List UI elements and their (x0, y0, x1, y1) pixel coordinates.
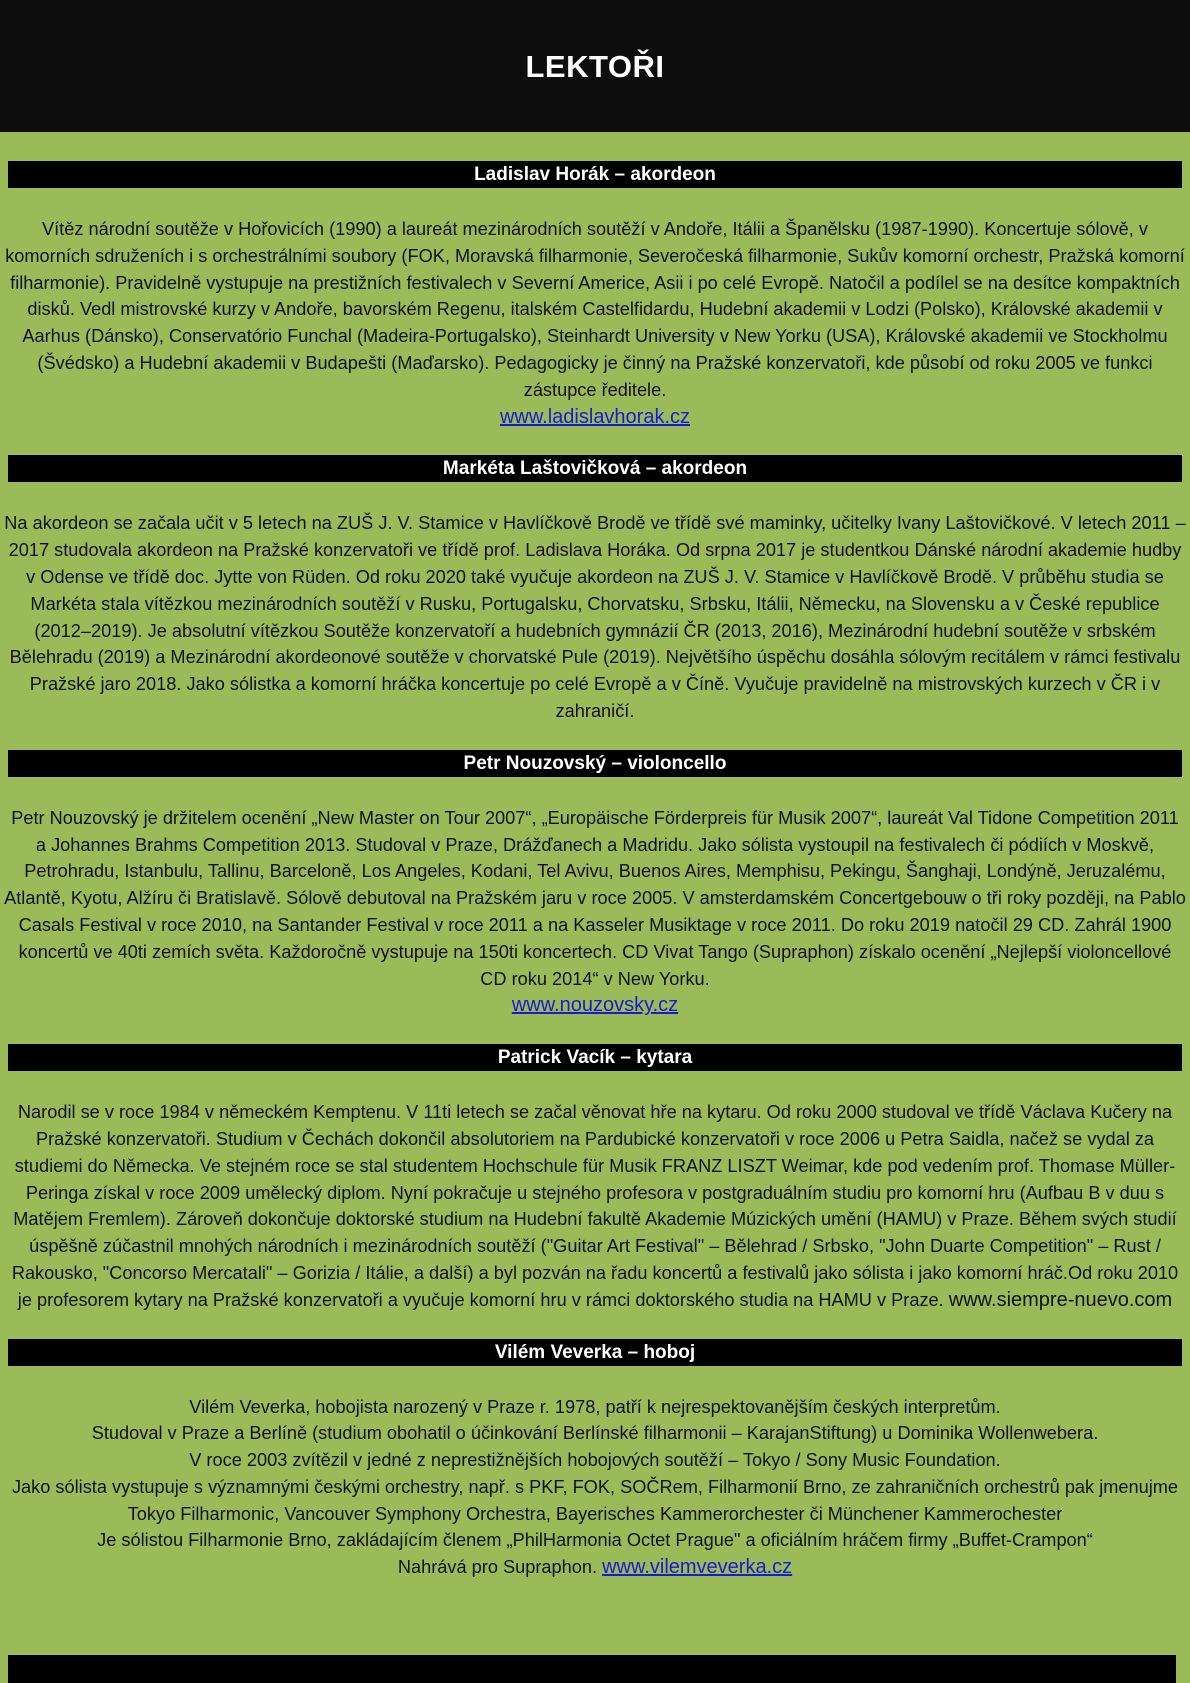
bio-line: Je sólistou Filharmonie Brno, zakládajícím členem „PhilHarmonia Octet Prague" a oficiálním hráčem firmy „Buffet-Crampon“ (97, 1530, 1093, 1551)
bio-line: Vilém Veverka, hobojista narozený v Praze r. 1978, patří k nejrespektovanějším českých interpretům. (189, 1396, 1001, 1417)
lecturer-list (0, 132, 1190, 1581)
footer-bar (8, 1655, 1176, 1683)
lecturer-heading: Patrick Vacík – kytara (8, 1044, 1182, 1071)
website-link[interactable]: www.ladislavhorak.cz (499, 405, 691, 428)
bio-paragraph: Petr Nouzovský je držitelem ocenění „New Master on Tour 2007“, „Europäische Förderpreis für Musik 2007“, laureát Val Tidone Competition 2011 a Johannes Brahms Competition 2013. Studoval v Praze, Drážďanech a Madridu. Jako sólista vystoupil na festivalech či pódiích v Moskvě, Petrohradu, Istanbulu, Tallinu, Barceloně, Los Angeles, Kodani, Tel Avivu, Buenos Aires, Memphisu, Pekingu, Šanghaji, Londýně, Jeruzalému, Atlantě, Kyotu, Alžíru či Bratislavě. Sólově debutoval na Pražském jaru v roce 2005. V amsterdamském Concertgebouw o tři roky později, na Pablo Casals Festival v roce 2010, na Santander Festival v roce 2011 a na Kasseler Musiktage v roce 2011. Do roku 2019 natočil 29 CD. Zahrál 1900 koncertů ve 40ti zemích světa. Každoročně vystupuje na 150ti koncertech. CD Vivat Tango (Supraphon) získalo ocenění „Nejlepší violoncellové CD roku 2014“ v New Yorku. (4, 807, 1186, 989)
lecturer-bio (0, 1071, 1190, 1313)
lecturer-section-veverka (0, 1339, 1190, 1582)
lecturer-heading: Ladislav Horák – akordeon (8, 161, 1182, 188)
bio-line: V roce 2003 zvítězil v jedné z neprestižnějších hobojových soutěží – Tokyo / Sony Music Foundation. (189, 1450, 1001, 1471)
lecturer-heading: Petr Nouzovský – violoncello (8, 750, 1182, 777)
bio-paragraph: Vítěz národní soutěže v Hořovicích (1990) a laureát mezinárodních soutěží v Andoře, Itálii a Španělsku (1987-1990). Koncertuje sólově, v komorních sdruženích i s orchestrálními soubory (FOK, Moravská filharmonie, Severočeská filharmonie, Sukův komorní orchestr, Pražská komorní filharmonie). Pravidelně vystupuje na prestižních festivalech v Severní Americe, Asii i po celé Evropě. Natočil a podílel se na desítce kompaktních disků. Vedl mistrovské kurzy v Andoře, bavorském Regenu, italském Castelfidardu, Hudební akademii v Lodzi (Polsko), Královské akademii v Aarhus (Dánsko), Conservatório Funchal (Madeira-Portugalsko), Steinhardt University v New Yorku (USA), Královské akademii ve Stockholmu (Švédsko) a Hudební akademii v Budapešti (Maďarsko). Pedagogicky je činný na Pražské konzervatoři, kde působí od roku 2005 ve funkci zástupce ředitele. (5, 219, 1185, 400)
website-link[interactable]: www.vilemveverka.cz (602, 1556, 793, 1579)
bio-paragraph (4, 1099, 1186, 1313)
bio-paragraph: Na akordeon se začala učit v 5 letech na ZUŠ J. V. Stamice v Havlíčkově Brodě ve třídě své maminky, učitelky Ivany Laštovičkové. V letech 2011 – 2017 studovala akordeon na Pražské konzervatoři ve třídě prof. Ladislava Horáka. Od srpna 2017 je studentkou Dánské národní akademie hudby v Odense ve třídě doc. Jytte von Rüden. Od roku 2020 také vyučuje akordeon na ZUŠ J. V. Stamice v Havlíčkově Brodě. V průběhu studia se Markéta stala vítězkou mezinárodních soutěží v Rusku, Portugalsku, Chorvatsku, Srbsku, Itálii, Německu, na Slovensku a v České republice (2012–2019). Je absolutní vítězkou Soutěže konzervatoří a hudebních gymnázií ČR (2013, 2016), Mezinárodní hudební soutěže v srbském Bělehradu (2019) a Mezinárodní akordeonové soutěže v chorvatské Pule (2019). Největšího úspěchu dosáhla sólovým recitálem v rámci festivalu Pražské jaro 2018. Jako sólistka a komorní hráčka koncertuje po celé Evropě a v Číně. Vyučuje pravidelně na mistrovských kurzech v ČR i v zahraničí. (4, 513, 1186, 721)
lecturer-section-vacik (0, 1044, 1190, 1313)
bio-line (4, 1554, 1186, 1581)
lecturer-section-lastovickova (0, 455, 1190, 724)
website-link[interactable]: www.nouzovsky.cz (511, 994, 679, 1017)
page-header (0, 0, 1190, 132)
lecturer-bio (0, 188, 1190, 430)
website-text: www.siempre-nuevo.com (948, 1288, 1173, 1311)
lecturer-heading: Markéta Laštovičková – akordeon (8, 455, 1182, 482)
lecturer-heading: Vilém Veverka – hoboj (8, 1339, 1182, 1366)
bio-line: Jako sólista vystupuje s významnými českými orchestry, např. s PKF, FOK, SOČRem, Filharmonií Brno, ze zahraničních orchestrů pak jmenujme Tokyo Filharmonic, Vancouver Symphony Orchestra, Bayerisches Kammerorchester či Münchener Kammerochester (11, 1476, 1179, 1524)
bio-line: Studoval v Praze a Berlíně (studium obohatil o účinkování Berlínské filharmonii – KarajanStiftung) u Dominika Wollenwebera. (91, 1423, 1099, 1444)
lecturer-bio (0, 777, 1190, 1019)
bio-text: Narodil se v roce 1984 v německém Kemptenu. V 11ti letech se začal věnovat hře na kytaru. Od roku 2000 studoval ve třídě Václava Kučery na Pražské konzervatoři. Studium v Čechách dokončil absolutoriem na Pardubické konzervatoři v roce 2006 u Petra Saidla, načež se vydal za studiemi do Německa. Ve stejném roce se stal studentem Hochschule für Musik FRANZ LISZT Weimar, kde pod vedením prof. Thomase Müller-Peringa získal v roce 2009 umělecký diplom. Nyní pokračuje u stejného profesora v postgraduálním studiu pro komorní hru (Aufbau B v duu s Matějem Fremlem). Zároveň dokončuje doktorské studium na Hudební fakultě Akademie Múzických umění (HAMU) v Praze. Během svých studií úspěšně zúčastnil mnohých národních i mezinárodních soutěží ("Guitar Art Festival" – Bělehrad / Srbsko, "John Duarte Competition" – Rust / Rakousko, "Concorso Mercatali" – Gorizia / Itálie, a další) a byl pozván na řadu koncertů a festivalů jako sólista i jako komorní hráč.Od roku 2010 je profesorem kytary na Pražské konzervatoři a vyučuje komorní hru v rámci doktorského studia na HAMU v Praze. (11, 1102, 1179, 1310)
lecturer-section-horak (0, 161, 1190, 430)
lecturer-section-nouzovsky (0, 750, 1190, 1019)
lecturer-bio (0, 482, 1190, 724)
lecturer-bio (0, 1366, 1190, 1582)
bio-text: Nahrává pro Supraphon. (397, 1557, 598, 1578)
page-title: LEKTOŘI (525, 49, 665, 84)
